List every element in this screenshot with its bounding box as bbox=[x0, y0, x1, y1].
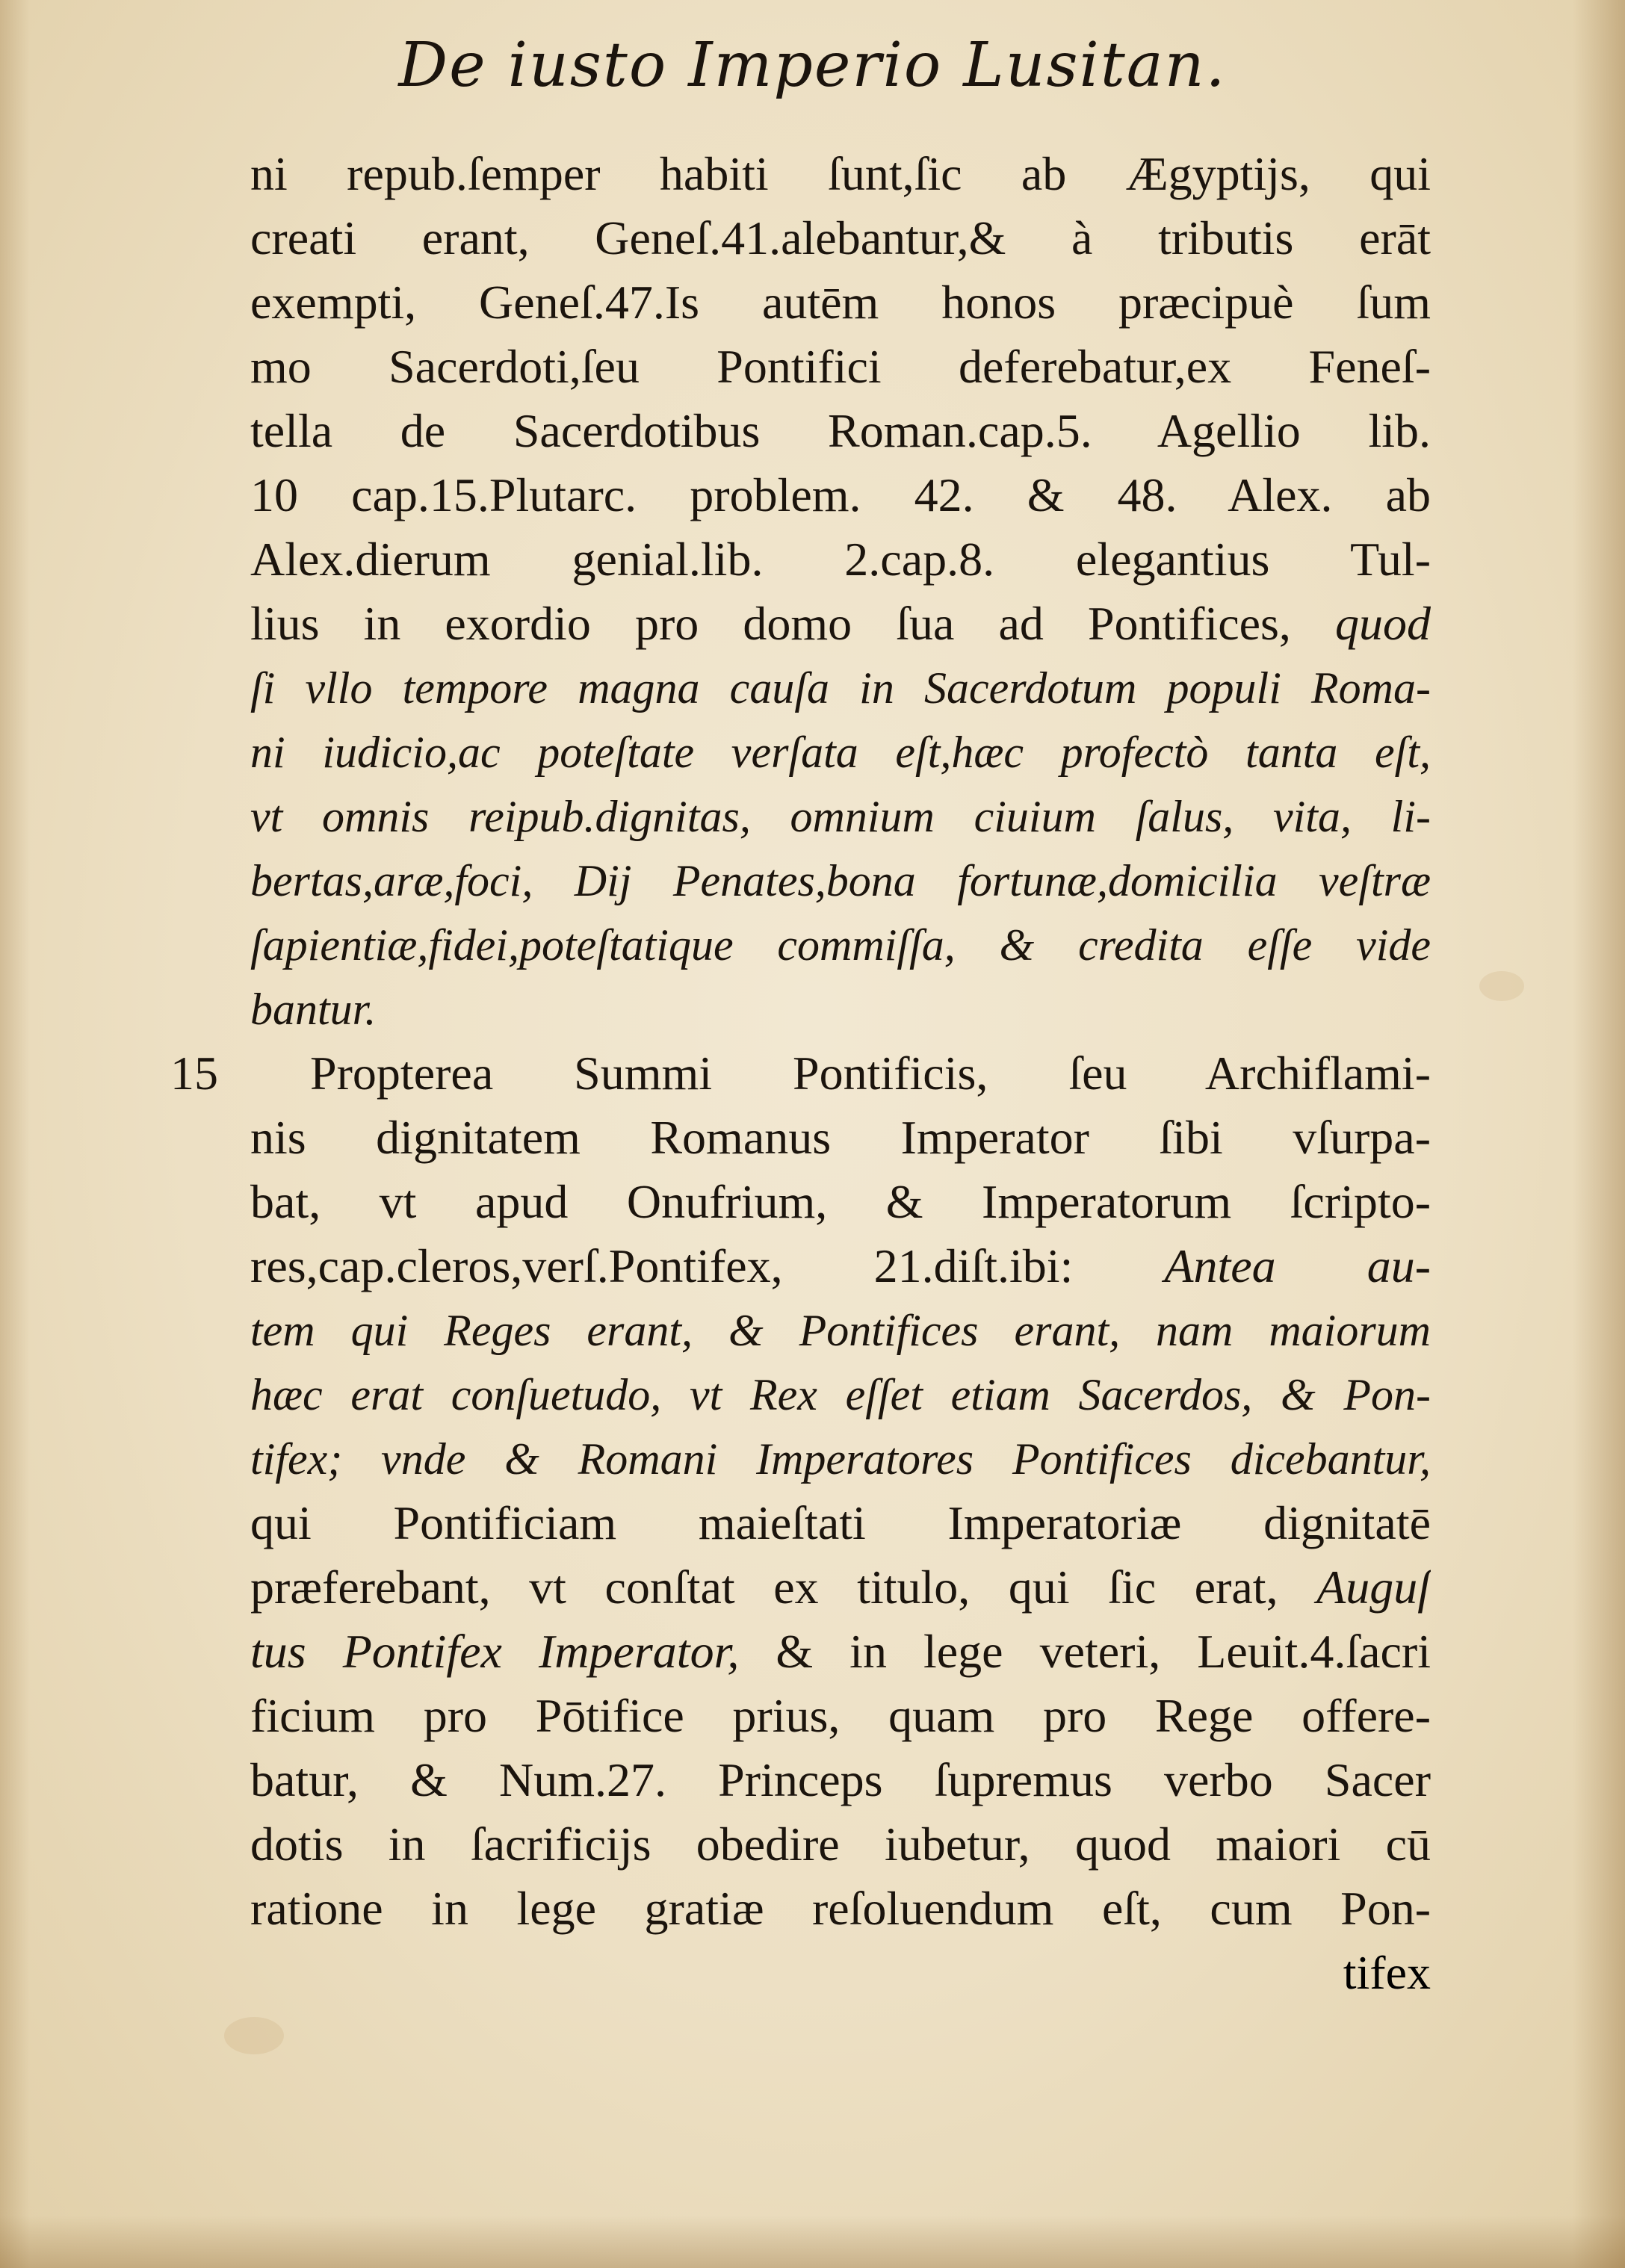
text-segment: 10 cap.15.Plutarc. problem. 42. & 48. Alex. ab bbox=[250, 468, 1431, 521]
text-segment: ratione in lege gratiæ reſoluendum eſt, cum Pon- bbox=[250, 1882, 1431, 1935]
text-line bbox=[250, 399, 1431, 463]
text-segment: nis dignitatem Romanus Imperator ſibi vſurpa- bbox=[250, 1111, 1431, 1164]
text-segment: vt omnis reipub.dignitas, omnium ciuium ſalus, vita, li- bbox=[250, 792, 1431, 841]
text-segment: quod bbox=[1335, 597, 1431, 650]
text-line bbox=[250, 913, 1431, 977]
text-line bbox=[250, 1041, 1431, 1106]
catchword-text: tifex bbox=[1343, 1946, 1431, 1999]
text-segment: tem qui Reges erant, & Pontifices erant, nam maiorum bbox=[250, 1306, 1431, 1355]
text-segment: tus Pontifex Imperator, bbox=[250, 1625, 740, 1678]
text-line bbox=[250, 1170, 1431, 1234]
text-line bbox=[250, 527, 1431, 592]
text-segment: Auguſ bbox=[1316, 1561, 1431, 1614]
text-segment: mo Sacerdoti,ſeu Pontifici deferebatur,ex Feneſ- bbox=[250, 340, 1431, 393]
text-line bbox=[250, 1363, 1431, 1427]
text-segment: batur, & Num.27. Princeps ſupremus verbo Sacer bbox=[250, 1753, 1431, 1806]
text-segment: Antea au- bbox=[1164, 1239, 1431, 1292]
text-line bbox=[250, 1427, 1431, 1491]
text-line bbox=[250, 1684, 1431, 1748]
page-edge-shadow-bottom bbox=[0, 2216, 1625, 2268]
text-segment: creati erant, Geneſ.41.alebantur,& à tributis erāt bbox=[250, 211, 1431, 264]
text-line bbox=[250, 1106, 1431, 1170]
body-text bbox=[250, 142, 1431, 1941]
text-line bbox=[250, 1491, 1431, 1555]
text-segment: bertas,aræ,foci, Dij Penates,bona fortunæ,domicilia veſtræ bbox=[250, 856, 1431, 905]
page-edge-shadow-right bbox=[1573, 0, 1625, 2268]
foxing-spot bbox=[224, 2017, 284, 2054]
text-line bbox=[250, 335, 1431, 399]
text-line bbox=[250, 1620, 1431, 1684]
text-segment: ni iudicio,ac poteſtate verſata eſt,hæc profectò tanta eſt, bbox=[250, 728, 1431, 777]
text-segment: dotis in ſacrificijs obedire iubetur, quod maiori cū bbox=[250, 1818, 1431, 1871]
text-segment: bat, vt apud Onufrium, & Imperatorum ſcripto- bbox=[250, 1175, 1431, 1228]
text-segment: qui Pontificiam maieſtati Imperatoriæ dignitatē bbox=[250, 1496, 1431, 1549]
text-segment: præferebant, vt conſtat ex titulo, qui ſic erat, bbox=[250, 1561, 1317, 1614]
text-segment: ni repub.ſemper habiti ſunt,ſic ab Ægyptijs, qui bbox=[250, 147, 1431, 200]
text-line bbox=[250, 656, 1431, 720]
text-segment: tella de Sacerdotibus Roman.cap.5. Agellio lib. bbox=[250, 404, 1431, 457]
text-line bbox=[250, 206, 1431, 270]
text-line bbox=[250, 270, 1431, 335]
text-line bbox=[250, 1748, 1431, 1812]
text-segment: & in lege veteri, Leuit.4.ſacri bbox=[739, 1625, 1431, 1678]
text-line bbox=[250, 849, 1431, 913]
margin-line-number: 15 bbox=[170, 1047, 218, 1100]
text-line bbox=[250, 784, 1431, 849]
text-segment: bantur. bbox=[250, 985, 377, 1034]
text-line bbox=[250, 1234, 1431, 1298]
text-line bbox=[250, 592, 1431, 656]
text-line bbox=[250, 1812, 1431, 1877]
text-line bbox=[250, 1555, 1431, 1620]
text-line bbox=[250, 1877, 1431, 1941]
text-segment: Alex.dierum genial.lib. 2.cap.8. elegantius Tul- bbox=[250, 533, 1431, 586]
text-segment: hæc erat conſuetudo, vt Rex eſſet etiam Sacerdos, & Pon- bbox=[250, 1370, 1431, 1419]
catchword bbox=[250, 1941, 1431, 2005]
text-segment: tifex; vnde & Romani Imperatores Pontifices dicebantur, bbox=[250, 1434, 1431, 1484]
foxing-spot bbox=[1479, 971, 1524, 1001]
text-segment: ficium pro Pōtifice prius, quam pro Rege offere- bbox=[250, 1689, 1431, 1742]
text-segment: lius in exordio pro domo ſua ad Pontifices, bbox=[250, 597, 1335, 650]
text-segment: ſi vllo tempore magna cauſa in Sacerdotum populi Roma- bbox=[250, 663, 1431, 713]
text-segment: Propterea Summi Pontificis, ſeu Archiflami- bbox=[310, 1047, 1431, 1100]
text-line bbox=[250, 977, 1431, 1041]
text-segment: res,cap.cleros,verſ.Pontifex, 21.diſt.ibi: bbox=[250, 1239, 1165, 1292]
text-line bbox=[250, 463, 1431, 527]
text-segment: exempti, Geneſ.47.Is autēm honos præcipuè ſum bbox=[250, 276, 1431, 329]
text-segment: ſapientiæ,fidei,poteſtatique commiſſa, & credita eſſe vide bbox=[250, 920, 1431, 970]
text-line bbox=[250, 720, 1431, 784]
running-head: De iusto Imperio Lusitan. bbox=[398, 30, 1227, 101]
text-line bbox=[250, 142, 1431, 206]
text-line bbox=[250, 1298, 1431, 1363]
page-edge-shadow-left bbox=[0, 0, 30, 2268]
